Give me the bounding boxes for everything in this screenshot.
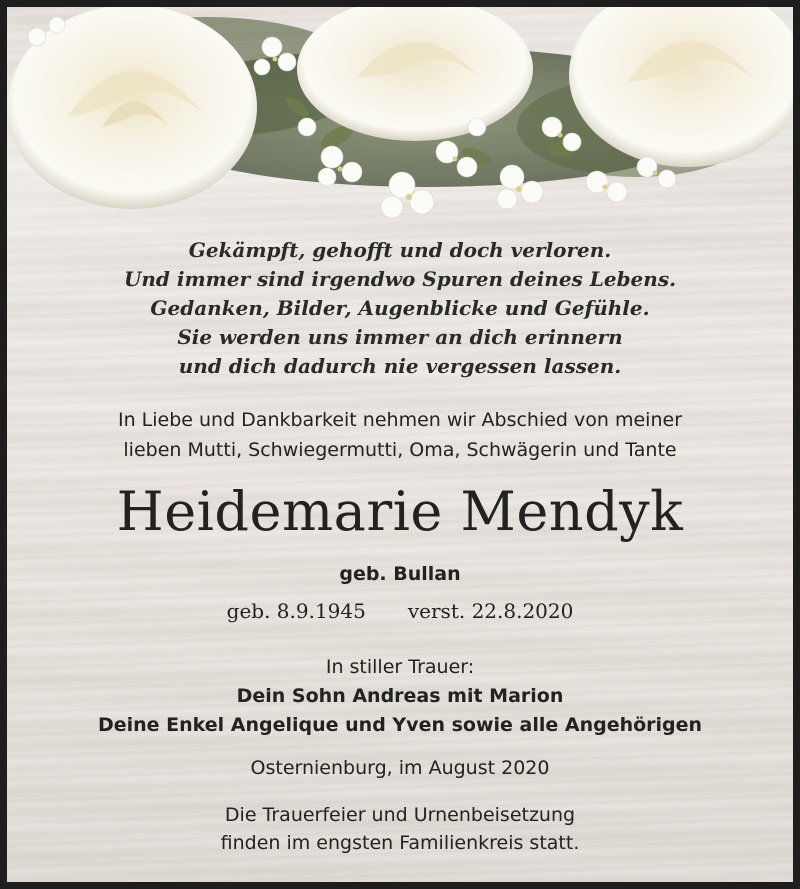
- poem-line: Sie werden uns immer an dich erinnern: [177, 325, 623, 349]
- poem-line: Gedanken, Bilder, Augenblicke und Gefühle.: [150, 296, 650, 320]
- intro-line: In Liebe und Dankbarkeit nehmen wir Abschied von meiner: [117, 409, 683, 431]
- white-roses-image: [7, 7, 793, 237]
- intro-line: lieben Mutti, Schwiegermutti, Oma, Schwägerin und Tante: [123, 439, 677, 461]
- notice-line: finden im engsten Familienkreis statt.: [220, 832, 580, 854]
- death-date: verst. 22.8.2020: [407, 599, 574, 623]
- mourner-line: Dein Sohn Andreas mit Marion: [236, 685, 564, 707]
- poem-line: Und immer sind irgendwo Spuren deines Lebens.: [123, 267, 677, 291]
- poem: [7, 236, 793, 381]
- poem-line: Gekämpft, gehofft und doch verloren.: [188, 238, 612, 262]
- funeral-notice: [7, 801, 793, 857]
- notice-line: Die Trauerfeier und Urnenbeisetzung: [224, 804, 576, 826]
- birth-name: geb. Bullan: [339, 563, 461, 585]
- birth-date: geb. 8.9.1945: [226, 599, 366, 623]
- life-dates: [7, 596, 793, 626]
- farewell-intro: [7, 405, 793, 465]
- mourning-heading: In stiller Trauer:: [325, 656, 475, 678]
- mourner-line: Deine Enkel Angelique und Yven sowie alle Angehörigen: [97, 714, 703, 736]
- deceased-name: Heidemarie Mendyk: [116, 480, 684, 543]
- place-date: Osternienburg, im August 2020: [250, 757, 550, 779]
- mourners: [7, 653, 793, 740]
- poem-line: und dich dadurch nie vergessen lassen.: [178, 354, 622, 378]
